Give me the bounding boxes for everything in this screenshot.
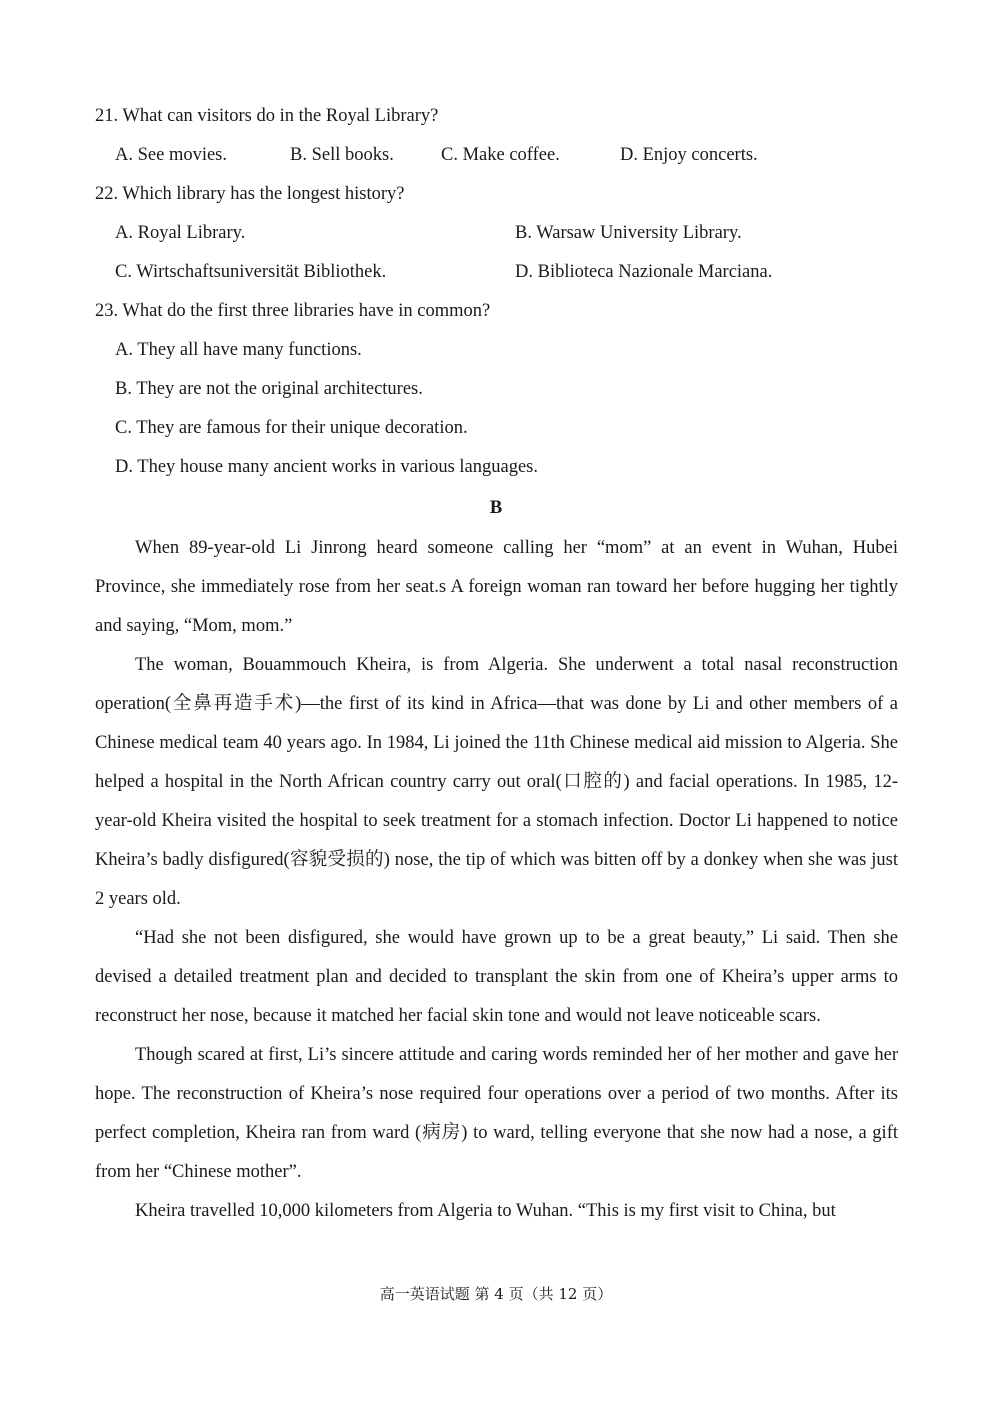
passage-paragraph-3: “Had she not been disfigured, she would have grown up to be a great beauty,” Li said. Then she devised a detailed treatment plan and decided to transplant the skin from one of Kheira’s upper arms to reconstruct her nose, because it matched her facial skin tone and would not leave noticeable scars. [95, 928, 898, 1026]
option-23-c: C. They are famous for their unique decoration. [115, 418, 468, 438]
option-21-a: A. See movies. [115, 145, 228, 165]
passage-paragraph-2: The woman, Bouammouch Kheira, is from Algeria. She underwent a total nasal reconstruction operation(全鼻再造手术)—the first of its kind in Africa—that was done by Li and other members of a Chinese medical team 40 years ago. In 1984, Li joined the 11th Chinese medical aid mission to Algeria. She helped a hospital in the North African country carry out oral(口腔的) and facial operations. In 1985, 12-year-old Kheira visited the hospital to seek treatment for a stomach infection. Doctor Li happened to notice Kheira’s badly disfigured(容貌受损的) nose, the tip of which was bitten off by a donkey when she was just 2 years old. [95, 655, 898, 909]
option-23-a: A. They all have many functions. [115, 340, 362, 360]
question-21-options [0, 143, 992, 167]
question-23-stem: 23. What do the first three libraries have in common? [95, 301, 491, 321]
option-22-a: A. Royal Library. [115, 223, 246, 243]
option-21-b: B. Sell books. [290, 145, 394, 165]
option-23-d: D. They house many ancient works in various languages. [115, 457, 539, 477]
option-22-c: C. Wirtschaftsuniversität Bibliothek. [115, 262, 387, 282]
question-22-stem: 22. Which library has the longest history? [95, 184, 405, 204]
option-23-b: B. They are not the original architectures. [115, 379, 423, 399]
passage-paragraph-5: Kheira travelled 10,000 kilometers from Algeria to Wuhan. “This is my first visit to China, but [135, 1201, 836, 1221]
option-22-b: B. Warsaw University Library. [515, 223, 742, 243]
option-21-c: C. Make coffee. [441, 145, 560, 165]
passage-paragraph-4: Though scared at first, Li’s sincere attitude and caring words reminded her of her mother and gave her hope. The reconstruction of Kheira’s nose required four operations over a period of two months. After its perfect completion, Kheira ran from ward (病房) to ward, telling everyone that she now had a nose, a gift from her “Chinese mother”. [95, 1045, 898, 1182]
option-22-d: D. Biblioteca Nazionale Marciana. [515, 262, 773, 282]
option-21-d: D. Enjoy concerts. [620, 145, 758, 165]
question-21-stem: 21. What can visitors do in the Royal Library? [95, 106, 439, 126]
page-footer: 高一英语试题 第 4 页（共 12 页） [379, 1285, 613, 1303]
reading-passage [95, 529, 898, 1231]
passage-paragraph-1: When 89-year-old Li Jinrong heard someone calling her “mom” at an event in Wuhan, Hubei Province, she immediately rose from her seat.s A foreign woman ran toward her before hugging her tightly and saying, “Mom, mom.” [95, 538, 898, 636]
section-title: B [489, 498, 503, 518]
